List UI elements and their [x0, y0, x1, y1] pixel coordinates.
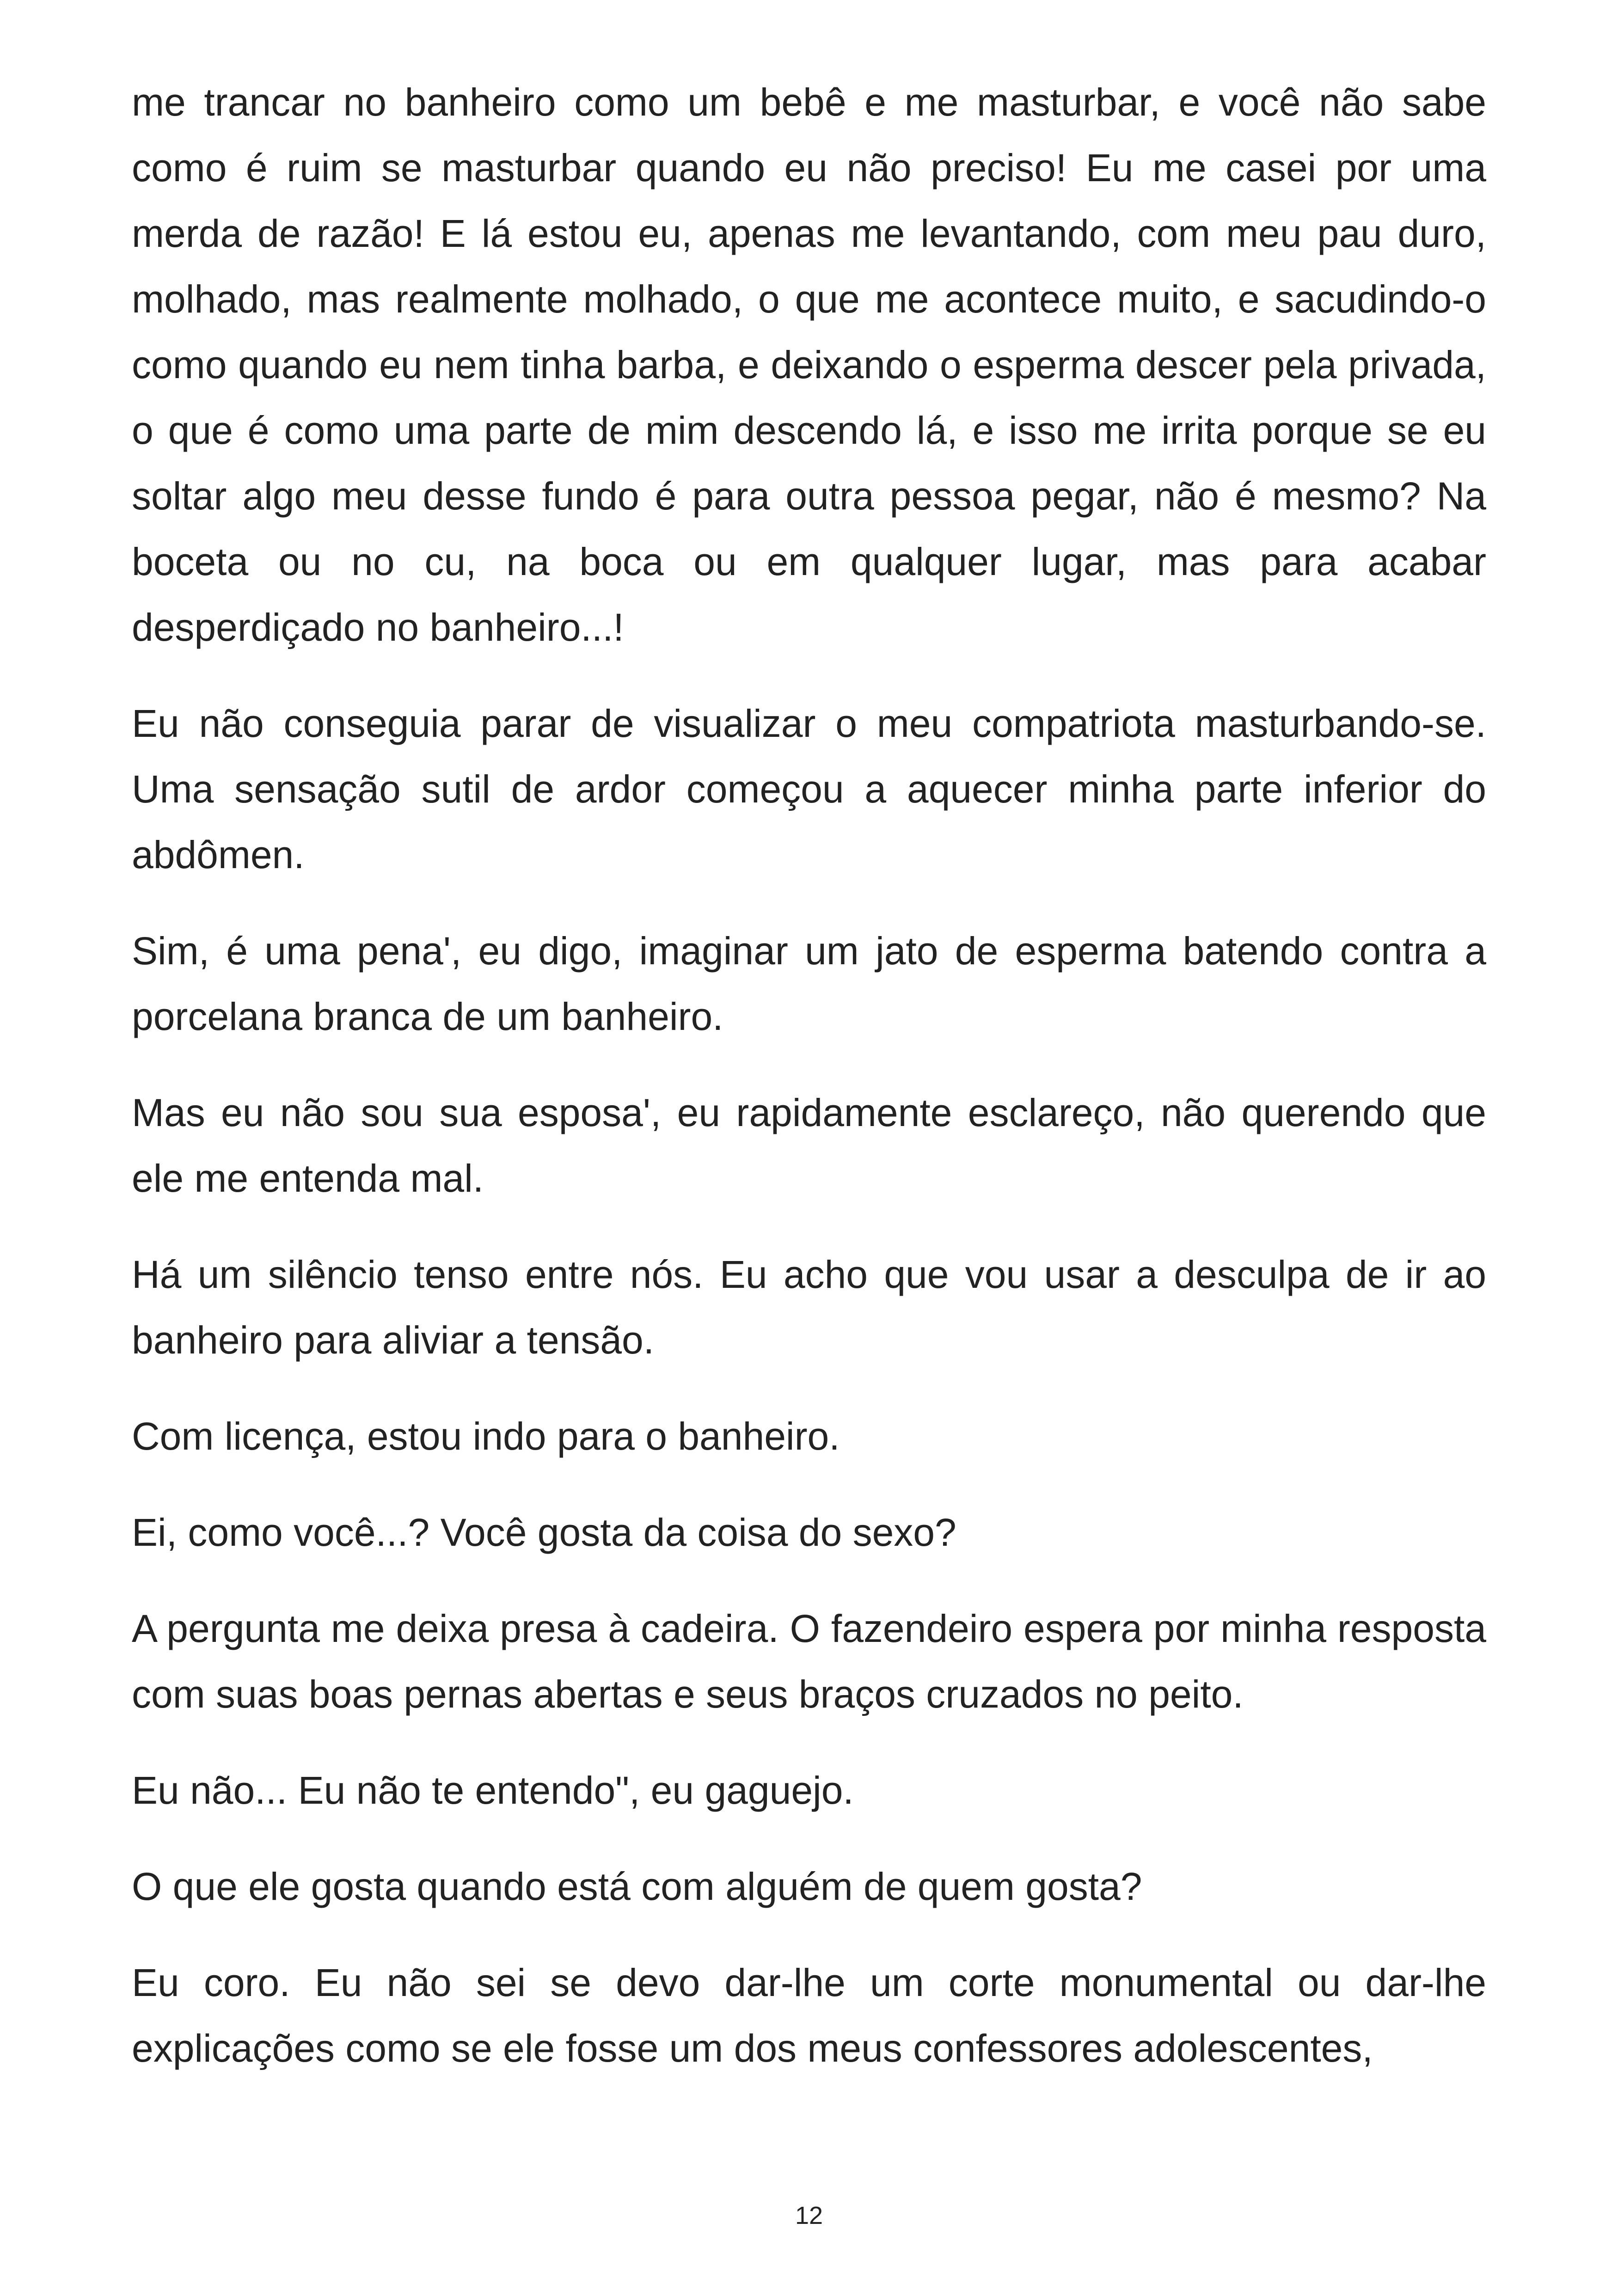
paragraph-10: O que ele gosta quando está com alguém de quem gosta? [132, 1865, 1142, 1908]
paragraph-3: Sim, é uma pena', eu digo, imaginar um jato de esperma batendo contra a porcelana branca de um banheiro. [132, 929, 1486, 1038]
paragraph-1: me trancar no banheiro como um bebê e me masturbar, e você não sabe como é ruim se masturbar quando eu não preciso! Eu me casei por uma merda de razão! E lá estou eu, apenas me levantando, com meu pau duro, molhado, mas realmente molhado, o que me acontece muito, e sacudindo-o como quando eu nem tinha barba, e deixando o esperma descer pela privada, o que é como uma parte de mim descendo lá, e isso me irrita porque se eu soltar algo meu desse fundo é para outra pessoa pegar, não é mesmo? Na boceta ou no cu, na boca ou em qualquer lugar, mas para acabar desperdiçado no banheiro...! [132, 80, 1486, 649]
paragraph-6: Com licença, estou indo para o banheiro. [132, 1414, 840, 1458]
paragraph-5: Há um silêncio tenso entre nós. Eu acho que vou usar a desculpa de ir ao banheiro para aliviar a tensão. [132, 1253, 1486, 1362]
paragraph-9: Eu não... Eu não te entendo", eu gaguejo. [132, 1769, 854, 1812]
paragraph-7: Ei, como você...? Você gosta da coisa do sexo? [132, 1511, 956, 1554]
paragraph-11: Eu coro. Eu não sei se devo dar-lhe um corte monumental ou dar-lhe explicações como se ele fosse um dos meus confessores adolescentes, [132, 1961, 1486, 2070]
paragraph-4: Mas eu não sou sua esposa', eu rapidamente esclareço, não querendo que ele me entenda mal. [132, 1091, 1486, 1200]
text-body [132, 69, 1486, 2112]
paragraph-2: Eu não conseguia parar de visualizar o meu compatriota masturbando-se. Uma sensação sutil de ardor começou a aquecer minha parte inferior do abdômen. [132, 702, 1486, 876]
page-number: 12 [795, 2202, 823, 2229]
paragraph-8: A pergunta me deixa presa à cadeira. O fazendeiro espera por minha resposta com suas boas pernas abertas e seus braços cruzados no peito. [132, 1607, 1486, 1716]
